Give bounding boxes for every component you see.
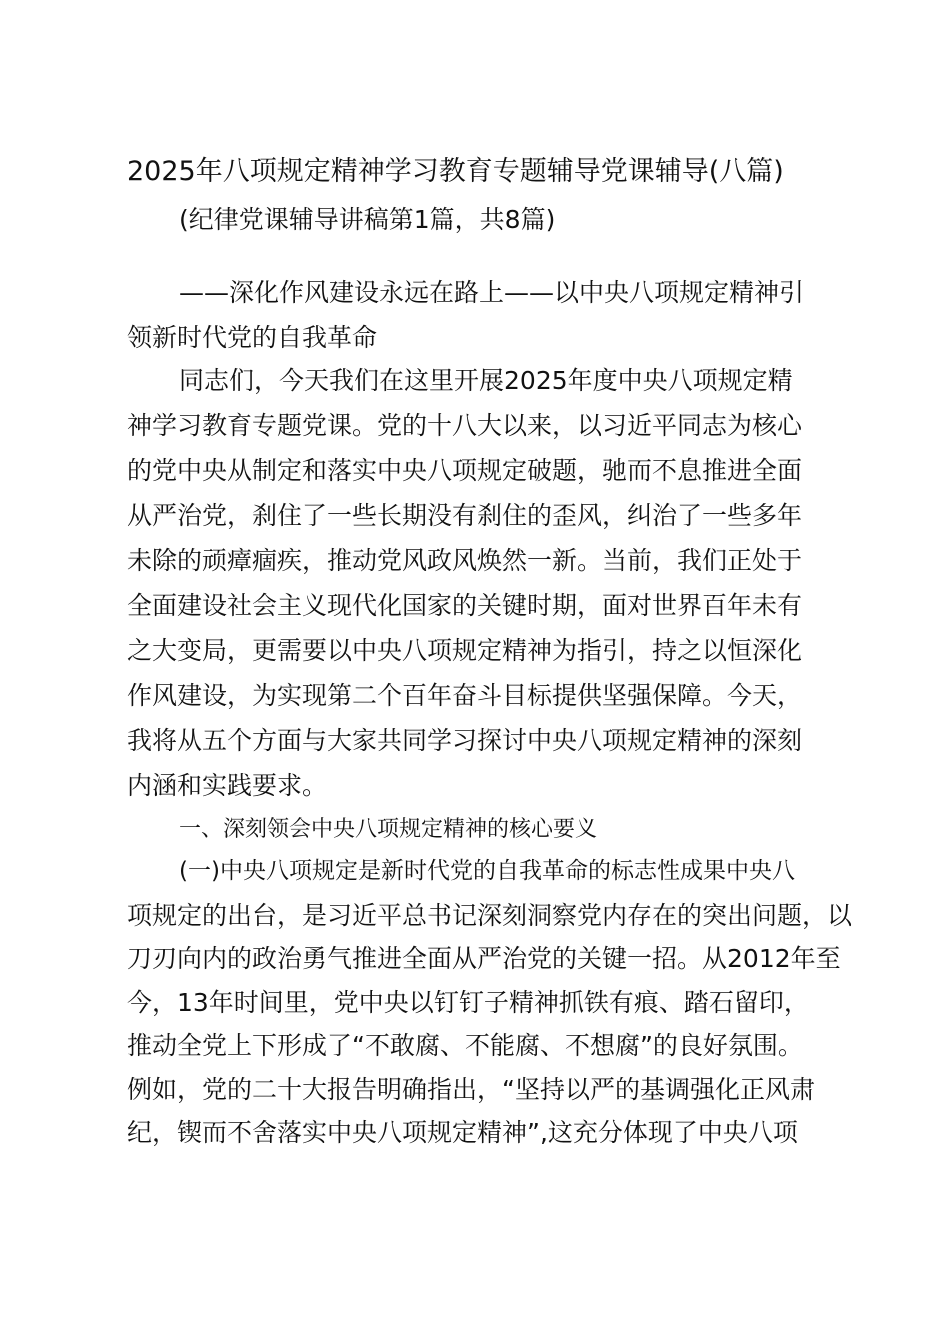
document-title: 2025年八项规定精神学习教育专题辅导党课辅导(八篇) <box>127 156 784 187</box>
document-subtitle: (纪律党课辅导讲稿第1篇，共8篇) <box>179 205 556 234</box>
intro-paragraph <box>127 358 827 808</box>
section-heading-1: 一、深刻领会中央八项规定精神的核心要义 <box>179 817 598 842</box>
intro-line: 之大变局，更需要以中央八项规定精神为指引，持之以恒深化 <box>127 636 803 665</box>
section-1-line: (一)中央八项规定是新时代党的自我革命的标志性成果中央八 <box>179 858 795 884</box>
intro-line: 从严治党，刹住了一些长期没有刹住的歪风，纠治了一些多年 <box>127 501 803 530</box>
motto-paragraph <box>127 270 827 360</box>
section-1-line: 推动全党上下形成了“不敢腐、不能腐、不想腐”的良好氛围。 <box>127 1031 803 1060</box>
intro-line: 作风建设，为实现第二个百年奋斗目标提供坚强保障。今天， <box>127 681 803 710</box>
motto-line: 领新时代党的自我革命 <box>127 323 378 352</box>
intro-line: 神学习教育专题党课。党的十八大以来，以习近平同志为核心 <box>127 411 803 440</box>
section-1-line: 例如，党的二十大报告明确指出，“坚持以严的基调强化正风肃 <box>127 1074 815 1104</box>
intro-line: 我将从五个方面与大家共同学习探讨中央八项规定精神的深刻 <box>127 726 803 755</box>
section-1-paragraph <box>127 850 853 1155</box>
intro-line: 同志们，今天我们在这里开展2025年度中央八项规定精 <box>179 366 793 395</box>
motto-line: ——深化作风建设永远在路上——以中央八项规定精神引 <box>179 278 805 307</box>
section-1-line: 纪，锲而不舍落实中央八项规定精神”,这充分体现了中央八项 <box>127 1118 798 1147</box>
section-1-line: 项规定的出台，是习近平总书记深刻洞察党内存在的突出问题，以 <box>127 900 853 930</box>
document-subtitle-block <box>127 197 827 242</box>
section-1-line: 刀刃向内的政治勇气推进全面从严治党的关键一招。从2012年至 <box>127 944 841 973</box>
section-1-line: 今，13年时间里，党中央以钉钉子精神抓铁有痕、踏石留印， <box>127 987 809 1017</box>
intro-line: 内涵和实践要求。 <box>127 771 328 800</box>
intro-line: 的党中央从制定和落实中央八项规定破题，驰而不息推进全面 <box>127 456 803 485</box>
intro-line: 未除的顽瘴痼疾，推动党风政风焕然一新。当前，我们正处于 <box>127 546 803 575</box>
intro-line: 全面建设社会主义现代化国家的关键时期，面对世界百年未有 <box>127 591 803 620</box>
